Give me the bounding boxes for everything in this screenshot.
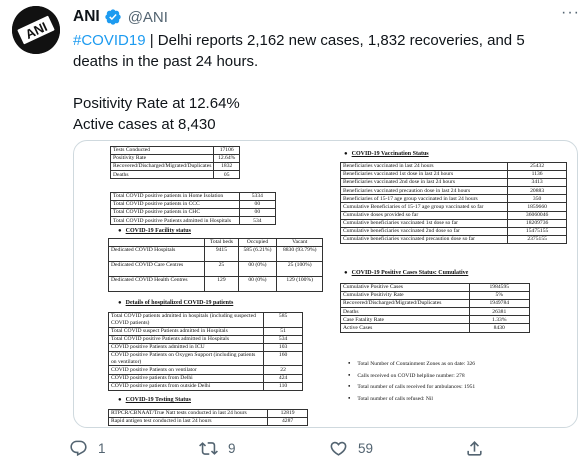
table-row xyxy=(109,410,308,418)
row-value: 15475155 xyxy=(508,227,567,235)
table-row xyxy=(109,382,303,390)
row-value: 129 (100%) xyxy=(277,277,323,292)
row-value: 424 xyxy=(264,374,303,382)
table-row xyxy=(341,300,530,308)
row-value: 1949784 xyxy=(469,300,529,308)
row-label: Beneficiaries vaccinated 1st dose in last 24 hours xyxy=(341,171,508,179)
row-value: 12819 xyxy=(268,410,308,418)
reply-icon xyxy=(69,439,88,458)
hospital-heading: ● Details of hospitalized COVID-19 patients xyxy=(118,300,234,306)
list-item: ● Total number of calls received for ambulances: 1951 xyxy=(348,381,475,393)
column-header: Total beds xyxy=(205,239,238,247)
row-value: 5% xyxy=(469,292,529,300)
table-row xyxy=(341,227,567,235)
table-row xyxy=(111,201,276,209)
row-label: Total COVID positive patients in Home Isolation xyxy=(111,193,240,201)
share-icon xyxy=(465,439,484,458)
table-row xyxy=(341,308,530,316)
table-row xyxy=(341,284,530,292)
row-label: Total COVID positive Patients admitted in Hospitals xyxy=(109,335,264,343)
row-label: RTPCR/CBNAAT/True Natt tests conducted in last 24 hours xyxy=(109,410,268,418)
row-label: Cumulative beneficiaries vaccinated precaution dose so far xyxy=(341,235,508,243)
share-button[interactable] xyxy=(465,439,484,458)
row-value: 350 xyxy=(508,195,567,203)
cumulative-table xyxy=(340,283,530,333)
vaccination-heading: ● COVID-19 Vaccination Status xyxy=(344,151,429,157)
row-label: Tests Conducted xyxy=(111,147,214,155)
ani-logo-icon xyxy=(12,6,60,54)
row-label: Dedicated COVID Hospitals xyxy=(109,247,205,262)
column-header: Occupied xyxy=(238,239,277,247)
tweet-line-2: Positivity Rate at 12.64% xyxy=(73,95,240,112)
row-value: 51 xyxy=(264,327,303,335)
row-value: 129 xyxy=(205,277,238,292)
row-label: Deaths xyxy=(341,308,470,316)
row-value: 9415 xyxy=(205,247,238,262)
table-row xyxy=(341,219,567,227)
table-row xyxy=(111,171,240,179)
row-label: COVID positive patients from Delhi xyxy=(109,374,264,382)
like-count: 59 xyxy=(358,441,374,456)
row-label: Beneficiaries vaccinated precaution dose in last 24 hours xyxy=(341,187,508,195)
table-row xyxy=(341,211,567,219)
verified-badge-icon xyxy=(104,8,122,26)
row-value: 5334 xyxy=(239,193,275,201)
table-row xyxy=(111,193,276,201)
row-label: COVID positive patients from outside Delhi xyxy=(109,382,264,390)
row-label: Cumulative Beneficiaries of 15-17 age group vaccinated so far xyxy=(341,203,508,211)
like-icon xyxy=(329,439,348,458)
row-label: Cumulative Positivity Rate xyxy=(341,292,470,300)
reply-count: 1 xyxy=(98,441,106,456)
cumulative-heading: ● COVID-19 Positive Cases Status: Cumulative xyxy=(344,270,469,276)
row-value: 00 (0%) xyxy=(238,277,277,292)
row-value: 534 xyxy=(264,335,303,343)
display-name[interactable]: ANI xyxy=(73,8,100,25)
row-value: 160 xyxy=(264,351,303,366)
table-row xyxy=(341,235,567,243)
row-label: Dedicated COVID Health Centres xyxy=(109,277,205,292)
row-value: 17106 xyxy=(214,147,240,155)
row-value: 585 xyxy=(264,313,303,328)
row-label: Deaths xyxy=(111,171,214,179)
table-row xyxy=(341,195,567,203)
row-value: 1832 xyxy=(214,163,240,171)
tweet-text xyxy=(73,30,573,135)
row-value: 12.64% xyxy=(214,155,240,163)
row-value: 05 xyxy=(214,171,240,179)
table-row xyxy=(341,292,530,300)
row-label: Cumulative Positive Cases xyxy=(341,284,470,292)
row-label: Total COVID patients admitted in hospitals (including suspected COVID patients) xyxy=(109,313,264,328)
table-row xyxy=(109,262,323,277)
like-button[interactable] xyxy=(329,439,373,458)
row-value: 00 (0%) xyxy=(238,262,277,277)
row-value: 585 (6.21%) xyxy=(238,247,277,262)
row-label: Positivity Rate xyxy=(111,155,214,163)
table-row xyxy=(109,277,323,292)
table-row xyxy=(341,171,567,179)
more-options-icon[interactable]: ··· xyxy=(561,4,580,21)
table-row xyxy=(109,327,303,335)
table-row xyxy=(109,366,303,374)
tweet-line-1: | Delhi reports 2,162 new cases, 1,832 recoveries, and 5 deaths in the past 24 hours. xyxy=(73,32,525,70)
facility-heading: ● COVID-19 Facility status xyxy=(118,228,191,234)
row-value: 8430 xyxy=(469,324,529,332)
avatar[interactable] xyxy=(12,6,60,54)
row-value: 103 xyxy=(264,343,303,351)
row-value: 534 xyxy=(239,217,275,225)
row-label: Cumulative beneficiaries vaccinated 2nd dose so far xyxy=(341,227,508,235)
list-item: ● Calls received on COVID helpline number: 278 xyxy=(348,370,475,382)
table-row xyxy=(341,316,530,324)
table-row xyxy=(111,163,240,171)
row-value: 00 xyxy=(239,201,275,209)
row-value: 1859660 xyxy=(508,203,567,211)
column-header xyxy=(109,239,205,247)
row-value: 25432 xyxy=(508,163,567,171)
table-header-row xyxy=(109,239,323,247)
table-row xyxy=(111,155,240,163)
row-label: Cumulative doses provided so far xyxy=(341,211,508,219)
row-value: 25 xyxy=(205,262,238,277)
row-label: Beneficiaries vaccinated in last 24 hours xyxy=(341,163,508,171)
table-row xyxy=(109,343,303,351)
row-value: 3413 xyxy=(508,179,567,187)
row-value: 1136 xyxy=(508,171,567,179)
table-row xyxy=(341,203,567,211)
row-value: 25 (100%) xyxy=(277,262,323,277)
list-item: ● Total Number of Containment Zones as on date: 326 xyxy=(348,358,475,370)
list-item: ● Total number of calls refused: Nil xyxy=(348,393,475,405)
table-row xyxy=(109,351,303,366)
tweet-header xyxy=(73,8,168,26)
tweet-action-bar xyxy=(73,439,578,461)
reply-button[interactable] xyxy=(69,439,106,458)
row-label: Total COVID positive Patients admitted in Hospitals xyxy=(111,217,240,225)
table-row xyxy=(109,247,323,262)
vaccination-table xyxy=(340,162,567,244)
testing-heading: ● COVID-19 Testing Status xyxy=(118,397,191,403)
table-row xyxy=(109,313,303,328)
row-value: 36060046 xyxy=(508,211,567,219)
row-label: Dedicated COVID Care Centres xyxy=(109,262,205,277)
row-label: COVID positive Patients on Oxygen Support (including patients on ventilator) xyxy=(109,351,264,366)
row-value: 2375155 xyxy=(508,235,567,243)
row-value: 20883 xyxy=(508,187,567,195)
facility-table xyxy=(108,238,323,292)
testing-table xyxy=(108,409,308,426)
column-header: Vacant xyxy=(277,239,323,247)
row-label: Total COVID positive patients in CHC xyxy=(111,209,240,217)
top-summary-table xyxy=(110,146,240,179)
retweet-icon xyxy=(199,439,218,458)
row-label: Rapid antigen test conducted in last 24 hours xyxy=(109,418,268,426)
table-row xyxy=(109,335,303,343)
table-row xyxy=(341,187,567,195)
row-value: 8830 (93.79%) xyxy=(277,247,323,262)
row-label: Active Cases xyxy=(341,324,470,332)
hospital-table xyxy=(108,312,303,391)
row-label: Total COVID suspect Patients admitted in Hospitals xyxy=(109,327,264,335)
table-row xyxy=(341,324,530,332)
row-label: COVID positive Patients on ventilator xyxy=(109,366,264,374)
avatar-text: ANI xyxy=(22,18,50,42)
isolation-table xyxy=(110,192,276,225)
tweet-line-3: Active cases at 8,430 xyxy=(73,116,216,133)
table-row xyxy=(111,209,276,217)
table-row xyxy=(109,418,308,426)
table-row xyxy=(111,147,240,155)
table-row xyxy=(341,163,567,171)
health-bulletin-document xyxy=(74,141,578,428)
row-label: Recovered/Discharged/Migrated/Duplicates xyxy=(341,300,470,308)
row-value: 110 xyxy=(264,382,303,390)
retweet-button[interactable] xyxy=(199,439,236,458)
tweet-media-image[interactable] xyxy=(73,140,578,428)
row-value: 4287 xyxy=(268,418,308,426)
row-value: 26381 xyxy=(469,308,529,316)
table-row xyxy=(109,374,303,382)
handle[interactable]: @ANI xyxy=(127,8,168,26)
row-value: 1984595 xyxy=(469,284,529,292)
row-value: 1.33% xyxy=(469,316,529,324)
row-value: 18209736 xyxy=(508,219,567,227)
table-row xyxy=(111,217,276,225)
row-value: 00 xyxy=(239,209,275,217)
row-label: COVID positive Patients admitted in ICU xyxy=(109,343,264,351)
table-row xyxy=(341,179,567,187)
row-value: 22 xyxy=(264,366,303,374)
retweet-count: 9 xyxy=(228,441,236,456)
row-label: Recovered/Discharged/Migrated/Duplicates xyxy=(111,163,214,171)
row-label: Cumulative beneficiaries vaccinated 1st dose so far xyxy=(341,219,508,227)
row-label: Total COVID positive patients in CCC xyxy=(111,201,240,209)
row-label: Beneficiaries of 15-17 age group vaccinated in last 24 hours xyxy=(341,195,508,203)
row-label: Case Fatality Rate xyxy=(341,316,470,324)
hashtag-link[interactable]: #COVID19 xyxy=(73,32,146,49)
row-label: Beneficiaries vaccinated 2nd dose in last 24 hours xyxy=(341,179,508,187)
notes-list xyxy=(348,358,475,404)
